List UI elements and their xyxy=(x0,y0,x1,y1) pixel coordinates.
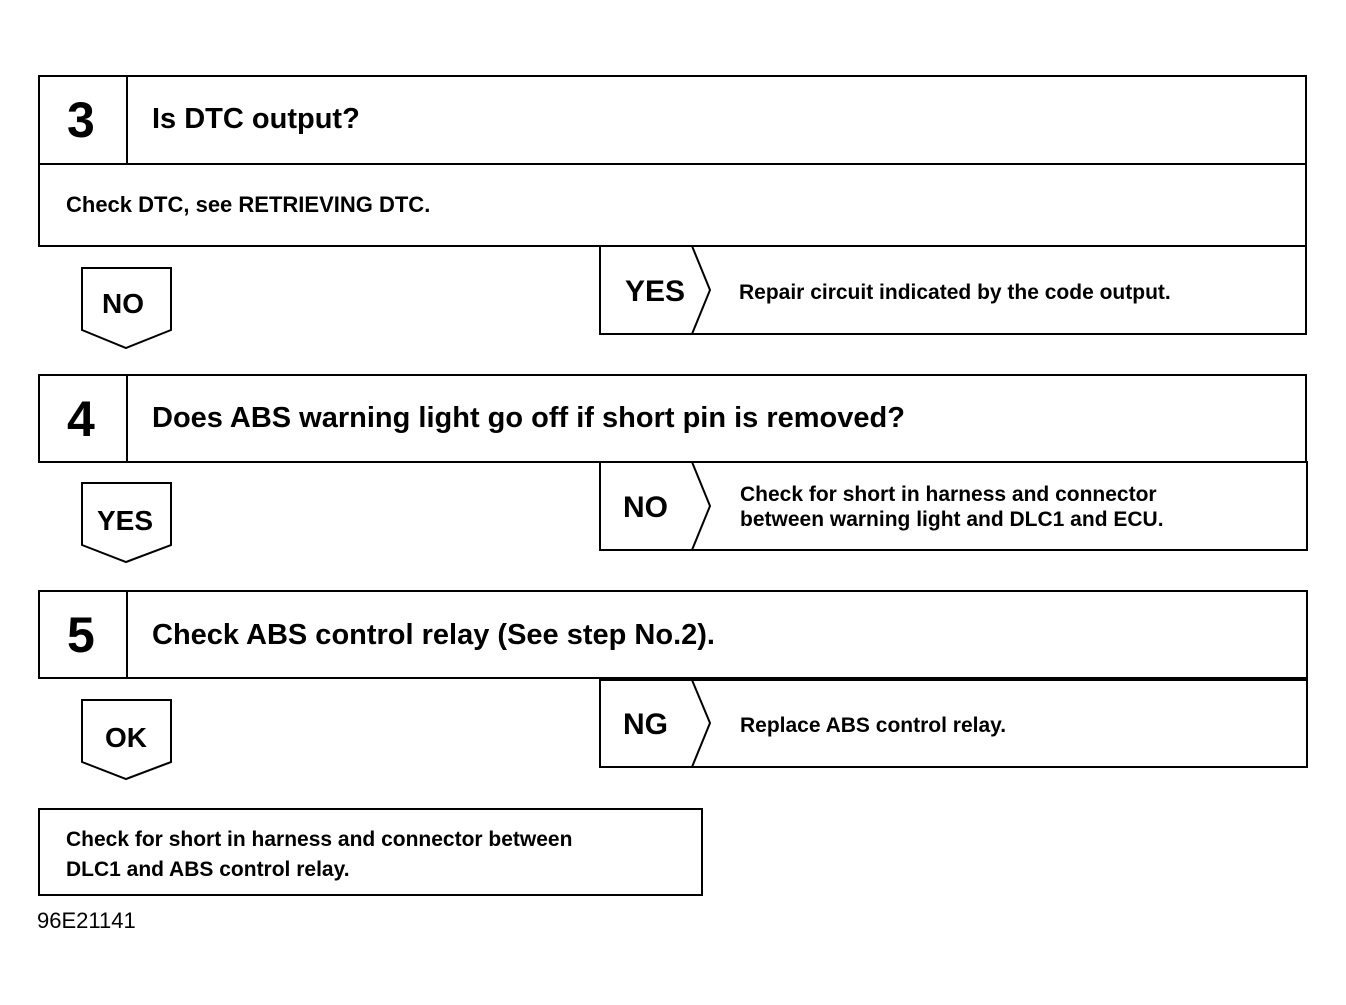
step5-question: Check ABS control relay (See step No.2). xyxy=(152,619,715,651)
final-box-line2: DLC1 and ABS control relay. xyxy=(66,858,350,881)
figure-code: 96E21141 xyxy=(37,908,136,933)
branch-text-no-line1: Check for short in harness and connector xyxy=(740,483,1157,506)
branch-text-no-line2: between warning light and DLC1 and ECU. xyxy=(740,508,1164,531)
branch-text-yes: Repair circuit indicated by the code output. xyxy=(739,281,1171,304)
step3-question: Is DTC output? xyxy=(152,103,360,135)
flow-arrow-ok-label: OK xyxy=(105,722,147,753)
step3-instruction: Check DTC, see RETRIEVING DTC. xyxy=(66,192,431,217)
branch-chevron-yes xyxy=(692,246,710,334)
branch-chevron-no xyxy=(692,462,710,550)
final-box-line1: Check for short in harness and connector between xyxy=(66,828,573,851)
final-box xyxy=(39,809,702,895)
flow-arrow-no-label: NO xyxy=(102,288,144,319)
branch-label-no: NO xyxy=(623,491,668,524)
branch-chevron-ng xyxy=(692,680,710,767)
flow-arrow-yes-label: YES xyxy=(97,505,154,536)
branch-label-yes: YES xyxy=(625,275,686,308)
branch-text-ng: Replace ABS control relay. xyxy=(740,714,1007,737)
branch-label-ng: NG xyxy=(623,708,668,741)
step4-number: 4 xyxy=(67,391,95,447)
step5-number: 5 xyxy=(67,607,95,663)
step3-number: 3 xyxy=(67,92,95,148)
step4-question: Does ABS warning light go off if short pin is removed? xyxy=(152,402,905,434)
